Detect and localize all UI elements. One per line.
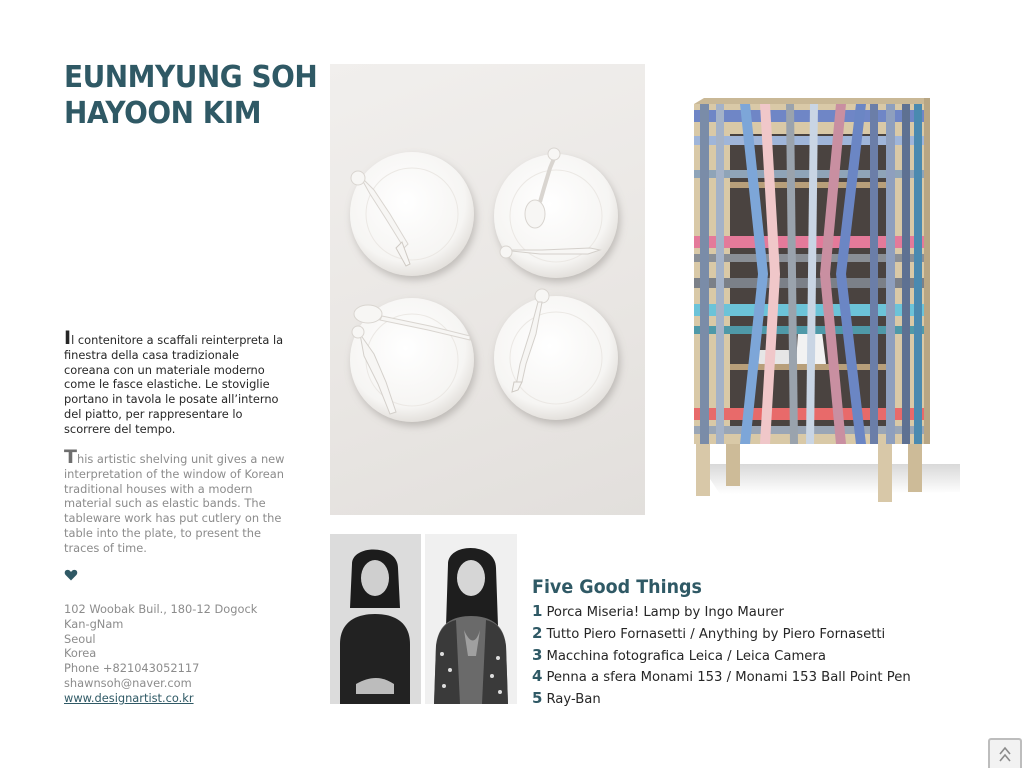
plates-photo [330,64,645,515]
contact-phone: Phone +821043052117 [64,661,200,676]
five-good-things-list [532,601,911,710]
designer-name-2: HAYOON KIM [64,96,262,131]
portraits-illustration [330,534,517,704]
double-chevron-up-icon [990,740,1020,768]
list-item [532,688,911,710]
description-english [64,446,286,556]
description-italian-text: l contenitore a scaffali reinterpreta la finestra della casa tradizionale coreana con un materiale moderno come le fasce elastiche. Le stoviglie portano in tavola le posate all’interno del piatto, per rappresentare lo scorrere del tempo. [64,333,284,436]
list-item-number: 3 [532,645,543,664]
list-item-number: 5 [532,689,543,708]
list-item [532,623,911,645]
list-item-text: Macchina fotografica Leica / Leica Camera [546,648,826,664]
contact-country: Korea [64,646,97,661]
contact-block [64,602,286,706]
list-item [532,645,911,667]
five-good-things-title: Five Good Things [532,576,702,598]
contact-address: 102 Woobak Buil., 180-12 Dogock Kan-gNam [64,602,258,631]
description-english-initial: T [64,446,77,468]
description-italian [64,327,286,437]
list-item-number: 2 [532,623,543,642]
designer-portraits [330,534,517,704]
list-item-number: 4 [532,667,543,686]
contact-city: Seoul [64,631,96,646]
list-item-text: Porca Miseria! Lamp by Ingo Maurer [546,605,784,620]
description-italian-initial: I [64,327,72,349]
heart-icon [64,568,78,582]
list-item-number: 1 [532,602,543,620]
list-item-text: Ray-Ban [546,692,601,708]
contact-email: shawnsoh@naver.com [64,675,192,690]
cabinet-photo [660,64,960,515]
list-item [532,666,911,688]
list-item [532,601,911,623]
list-item-text: Tutto Piero Fornasetti / Anything by Piero Fornasetti [546,626,886,642]
list-item-text: Penna a sfera Monami 153 / Monami 153 Ball Point Pen [546,670,911,686]
designer-name-1: EUNMYUNG SOH [64,60,318,95]
designer-names [64,60,317,132]
scroll-to-top-button[interactable] [988,738,1022,768]
cabinet-illustration [660,64,960,515]
contact-website-link[interactable]: www.designartist.co.kr [64,690,194,705]
description-english-text: his artistic shelving unit gives a new interpretation of the window of Korean traditional houses with a modern material such as elastic bands. The tableware work has put cutlery on the table into the plate, to present the traces of time. [64,452,285,555]
plates-illustration [330,64,645,515]
